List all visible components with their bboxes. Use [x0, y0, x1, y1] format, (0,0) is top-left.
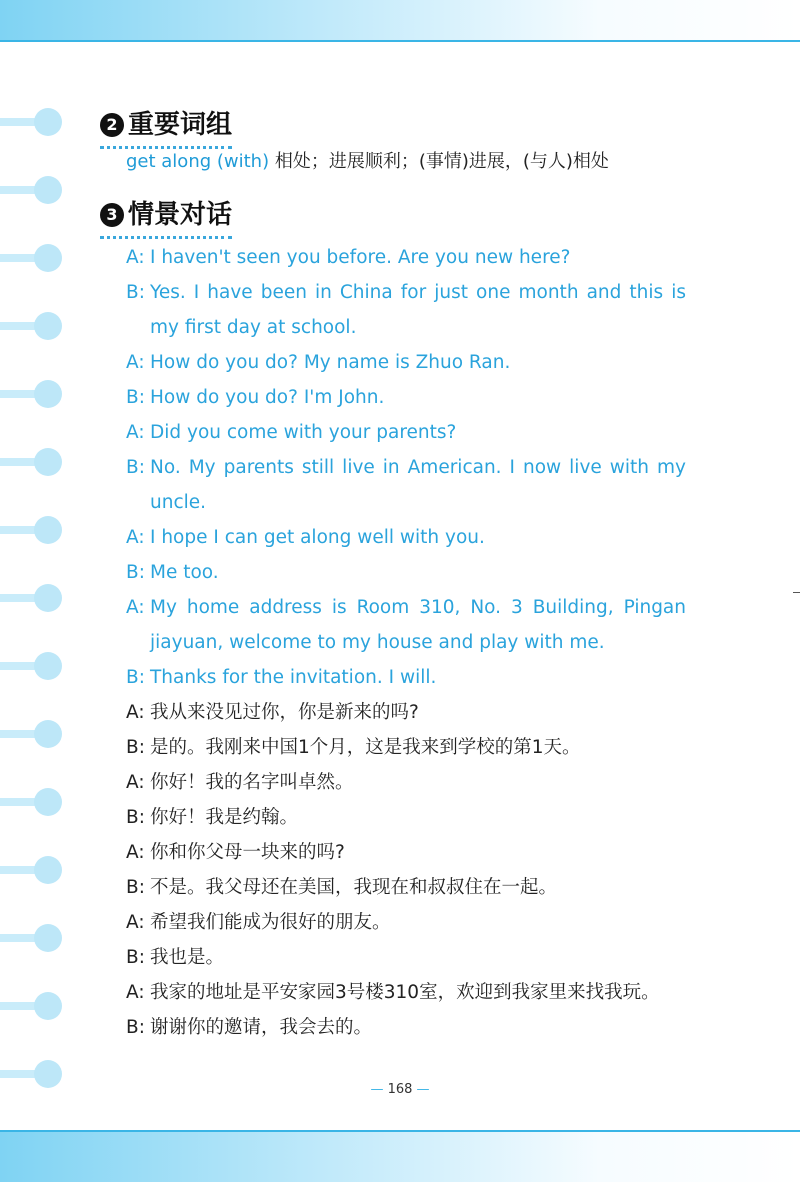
binding-ring: [0, 312, 62, 340]
speaker-label: B:: [126, 1017, 145, 1038]
binding-ring: [0, 856, 62, 884]
speaker-label: A:: [126, 912, 145, 933]
speaker-label: A:: [126, 422, 145, 443]
dialogue-line-en: [126, 275, 686, 345]
speaker-label: B:: [126, 877, 145, 898]
dialogue-line-en: [126, 520, 686, 555]
dialogue-text: 你和你父母一块来的吗?: [150, 842, 345, 863]
dialogue: [126, 240, 686, 1045]
binding-ring: [0, 788, 62, 816]
dialogue-line-zh: [126, 975, 686, 1010]
page-dash-right: —: [416, 1082, 430, 1097]
dialogue-line-zh: [126, 765, 686, 800]
dialogue-line-en: [126, 660, 686, 695]
speaker-label: A:: [126, 702, 145, 723]
phrase-entry: [126, 150, 609, 174]
dialogue-text: 希望我们能成为很好的朋友。: [150, 912, 391, 933]
phrase-definition: 相处；进展顺利；(事情)进展，(与人)相处: [269, 151, 609, 172]
speaker-label: A:: [126, 842, 145, 863]
binding-ring: [0, 176, 62, 204]
dialogue-text: 谢谢你的邀请，我会去的。: [150, 1017, 373, 1038]
dialogue-text: I haven't seen you before. Are you new here?: [150, 247, 571, 268]
dialogue-text: How do you do? I'm John.: [150, 387, 385, 408]
page-dash-left: —: [370, 1082, 384, 1097]
dialogue-text: 我家的地址是平安家园3号楼310室，欢迎到我家里来找我玩。: [150, 982, 660, 1003]
dialogue-text: 我也是。: [150, 947, 225, 968]
dialogue-line-zh: [126, 835, 686, 870]
dialogue-text: Me too.: [150, 562, 219, 583]
dialogue-text: How do you do? My name is Zhuo Ran.: [150, 352, 511, 373]
phrase-term: get along (with): [126, 151, 270, 172]
speaker-label: B:: [126, 387, 145, 408]
section-title-key-phrases: [100, 110, 232, 149]
dialogue-line-zh: [126, 870, 686, 905]
header-band: [0, 0, 800, 42]
dialogue-text: No. My parents still live in American. I now live with my uncle.: [150, 457, 686, 513]
binding-ring: [0, 924, 62, 952]
section-number-badge: 3: [100, 203, 124, 227]
dialogue-line-zh: [126, 940, 686, 975]
dialogue-line-zh: [126, 905, 686, 940]
speaker-label: B:: [126, 562, 145, 583]
dialogue-line-zh: [126, 1010, 686, 1045]
dialogue-text: I hope I can get along well with you.: [150, 527, 485, 548]
dialogue-line-en: [126, 345, 686, 380]
speaker-label: A:: [126, 352, 145, 373]
speaker-label: A:: [126, 982, 145, 1003]
speaker-label: B:: [126, 737, 145, 758]
dialogue-line-zh: [126, 730, 686, 765]
speaker-label: A:: [126, 527, 145, 548]
edge-tick: [793, 592, 800, 593]
notebook-binding: [0, 0, 70, 1180]
dialogue-text: Did you come with your parents?: [150, 422, 457, 443]
dialogue-text: 我从来没见过你，你是新来的吗?: [150, 702, 419, 723]
dialogue-line-en: [126, 240, 686, 275]
section-title-text: 情景对话: [128, 200, 233, 230]
speaker-label: A:: [126, 772, 145, 793]
dialogue-text: Yes. I have been in China for just one month and this is my first day at school.: [150, 282, 686, 338]
page-number-value: 168: [387, 1082, 413, 1097]
section-title-text: 重要词组: [128, 110, 233, 140]
speaker-label: B:: [126, 282, 145, 303]
page-number: [0, 1082, 800, 1097]
binding-ring: [0, 652, 62, 680]
speaker-label: A:: [126, 597, 145, 618]
binding-ring: [0, 584, 62, 612]
dialogue-line-en: [126, 380, 686, 415]
speaker-label: B:: [126, 947, 145, 968]
dialogue-line-zh: [126, 800, 686, 835]
section-title-dialogue: [100, 200, 232, 239]
dialogue-text: 是的。我刚来中国1个月，这是我来到学校的第1天。: [150, 737, 581, 758]
dialogue-text: Thanks for the invitation. I will.: [150, 667, 437, 688]
footer-band: [0, 1130, 800, 1182]
binding-ring: [0, 516, 62, 544]
dialogue-text: 你好！我是约翰。: [150, 807, 299, 828]
dialogue-text: 你好！我的名字叫卓然。: [150, 772, 354, 793]
speaker-label: A:: [126, 247, 145, 268]
binding-ring: [0, 448, 62, 476]
speaker-label: B:: [126, 667, 145, 688]
dialogue-line-en: [126, 590, 686, 660]
binding-ring: [0, 244, 62, 272]
dialogue-line-en: [126, 415, 686, 450]
dialogue-text: 不是。我父母还在美国，我现在和叔叔住在一起。: [150, 877, 558, 898]
dialogue-line-en: [126, 450, 686, 520]
section-number-badge: 2: [100, 113, 124, 137]
speaker-label: B:: [126, 457, 145, 478]
dialogue-line-en: [126, 555, 686, 590]
binding-ring: [0, 720, 62, 748]
speaker-label: B:: [126, 807, 145, 828]
binding-ring: [0, 108, 62, 136]
binding-ring: [0, 380, 62, 408]
dialogue-text: My home address is Room 310, No. 3 Building, Pingan jiayuan, welcome to my house and play with me.: [150, 597, 686, 653]
binding-ring: [0, 992, 62, 1020]
dialogue-line-zh: [126, 695, 686, 730]
